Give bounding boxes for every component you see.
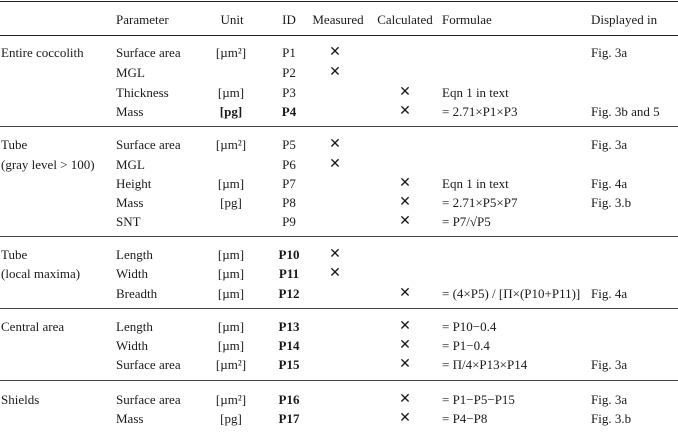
row-unit: [pg] (220, 195, 242, 210)
row-parameter: Height (116, 176, 152, 191)
table-row (0, 174, 678, 193)
row-unit: [µm] (217, 266, 245, 281)
measured-mark: ✕ (329, 156, 341, 172)
row-parameter: Surface area (116, 357, 181, 372)
row-parameter: MGL (116, 157, 145, 172)
header-id: ID (282, 12, 296, 27)
row-formula: = P1−P5−P15 (442, 392, 515, 407)
table-row (0, 43, 678, 62)
row-parameter: Mass (116, 104, 144, 119)
calculated-mark: ✕ (399, 285, 411, 301)
row-unit: [µm] (217, 286, 245, 301)
header-displayed-in: Displayed in (591, 12, 658, 27)
row-id: P6 (282, 157, 296, 172)
row-parameter: Width (116, 266, 148, 281)
measured-mark: ✕ (329, 265, 341, 281)
table-header-rule (0, 35, 678, 36)
row-id: P11 (278, 266, 300, 281)
group-separator (0, 380, 678, 381)
group-separator (0, 126, 678, 127)
row-id: P12 (278, 286, 300, 301)
row-unit: [µm] (217, 176, 245, 191)
table-row (0, 409, 678, 428)
table-row (0, 284, 678, 303)
table-row (0, 212, 678, 231)
row-unit: [pg] (219, 104, 243, 119)
row-parameter: Breadth (116, 286, 158, 301)
header-measured: Measured (312, 12, 364, 27)
row-id: P7 (282, 176, 296, 191)
row-unit: [µm] (217, 319, 245, 334)
row-unit: [µm²] (215, 392, 247, 407)
measured-mark: ✕ (329, 246, 341, 262)
row-id: P1 (282, 45, 296, 60)
table-row (0, 355, 678, 374)
row-id: P10 (278, 247, 300, 262)
row-id: P3 (282, 85, 296, 100)
row-displayed-in: Fig. 3a (591, 137, 628, 152)
table-top-rule (0, 1, 678, 2)
row-parameter: Mass (116, 195, 144, 210)
row-parameter: MGL (116, 65, 145, 80)
row-id: P15 (278, 357, 300, 372)
row-parameter: SNT (116, 214, 141, 229)
calculated-mark: ✕ (399, 410, 411, 426)
calculated-mark: ✕ (399, 175, 411, 191)
row-formula: Eqn 1 in text (442, 85, 509, 100)
table-row (0, 390, 678, 409)
row-unit: [µm²] (215, 137, 247, 152)
row-id: P5 (282, 137, 296, 152)
row-parameter: Mass (116, 411, 144, 426)
row-displayed-in: Fig. 4a (591, 286, 628, 301)
table-row (0, 83, 678, 102)
row-displayed-in: Fig. 3a (591, 45, 628, 60)
row-id: P17 (278, 411, 300, 426)
table-row (0, 63, 678, 82)
calculated-mark: ✕ (399, 84, 411, 100)
calculated-mark: ✕ (399, 213, 411, 229)
row-formula: = P4−P8 (442, 411, 488, 426)
row-group-label: (local maxima) (1, 266, 81, 281)
row-id: P16 (278, 392, 300, 407)
row-parameter: Length (116, 247, 153, 262)
row-formula: = P7/√P5 (442, 214, 491, 229)
measured-mark: ✕ (329, 64, 341, 80)
header-parameter: Parameter (116, 12, 169, 27)
row-id: P9 (282, 214, 296, 229)
row-parameter: Surface area (116, 45, 181, 60)
table-row (0, 193, 678, 212)
row-displayed-in: Fig. 4a (591, 176, 628, 191)
row-formula: = Π/4×P13×P14 (442, 357, 528, 372)
row-id: P14 (278, 338, 300, 353)
row-displayed-in: Fig. 3.b (591, 411, 632, 426)
row-group-label: Central area (1, 319, 65, 334)
row-id: P4 (281, 104, 297, 119)
calculated-mark: ✕ (399, 356, 411, 372)
row-formula: Eqn 1 in text (442, 176, 509, 191)
row-unit: [µm] (217, 247, 245, 262)
table-row (0, 155, 678, 174)
table-row (0, 317, 678, 336)
row-unit: [µm] (217, 85, 245, 100)
row-formula: = (4×P5) / [Π×(P10+P11)] (442, 286, 581, 301)
group-separator (0, 308, 678, 309)
row-parameter: Length (116, 319, 153, 334)
measured-mark: ✕ (329, 136, 341, 152)
row-group-label: Entire coccolith (1, 45, 84, 60)
table-header-row (0, 10, 678, 29)
row-parameter: Surface area (116, 392, 181, 407)
row-group-label: Tube (1, 137, 28, 152)
row-parameter: Surface area (116, 137, 181, 152)
row-unit: [pg] (220, 411, 242, 426)
row-parameter: Thickness (116, 85, 169, 100)
row-group-label: Tube (1, 247, 28, 262)
row-displayed-in: Fig. 3b and 5 (591, 104, 660, 119)
row-unit: [µm] (217, 338, 245, 353)
row-displayed-in: Fig. 3a (591, 357, 628, 372)
row-group-label: Shields (1, 392, 40, 407)
row-id: P13 (278, 319, 300, 334)
calculated-mark: ✕ (399, 194, 411, 210)
row-group-label: (gray level > 100) (1, 157, 95, 172)
table-row (0, 336, 678, 355)
row-formula: = P1−0.4 (442, 338, 490, 353)
row-id: P8 (282, 195, 296, 210)
row-formula: = 2.71×P5×P7 (442, 195, 518, 210)
table-row (0, 102, 678, 121)
header-calculated: Calculated (377, 12, 433, 27)
calculated-mark: ✕ (399, 318, 411, 334)
calculated-mark: ✕ (399, 337, 411, 353)
header-unit: Unit (220, 12, 244, 27)
table-row (0, 264, 678, 283)
calculated-mark: ✕ (399, 103, 411, 119)
table-row (0, 135, 678, 154)
measured-mark: ✕ (329, 44, 341, 60)
table-row (0, 245, 678, 264)
row-formula: = 2.71×P1×P3 (442, 104, 518, 119)
calculated-mark: ✕ (399, 391, 411, 407)
row-id: P2 (282, 65, 296, 80)
row-displayed-in: Fig. 3.b (591, 195, 632, 210)
row-unit: [µm²] (215, 45, 247, 60)
row-parameter: Width (116, 338, 148, 353)
row-displayed-in: Fig. 3a (591, 392, 628, 407)
header-formulae: Formulae (442, 12, 492, 27)
group-separator (0, 236, 678, 237)
row-formula: = P10−0.4 (442, 319, 497, 334)
row-unit: [µm²] (215, 357, 247, 372)
